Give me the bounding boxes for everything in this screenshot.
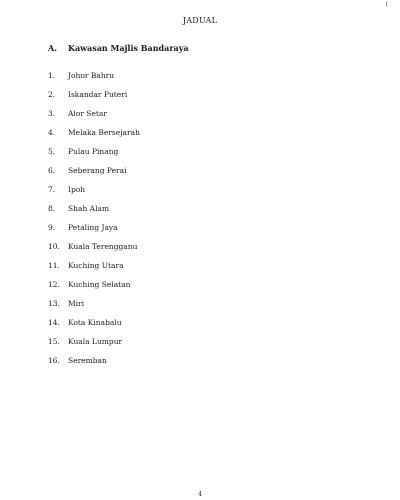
item-name: Kota Kinabalu	[68, 318, 122, 327]
item-number: 8.	[48, 204, 56, 213]
item-number: 13.	[48, 299, 60, 308]
list-item	[48, 262, 140, 281]
item-name: Seremban	[68, 356, 107, 365]
list-item	[48, 186, 140, 205]
item-number: 15.	[48, 337, 60, 346]
city-council-list	[48, 72, 140, 376]
item-number: 3.	[48, 109, 56, 118]
page-number: 4	[198, 491, 202, 498]
list-item	[48, 357, 140, 376]
item-number: 2.	[48, 90, 56, 99]
item-name: Petaling Jaya	[68, 223, 118, 232]
item-number: 10.	[48, 242, 60, 251]
item-name: Seberang Perai	[68, 166, 127, 175]
section-title: Kawasan Majlis Bandaraya	[68, 43, 189, 53]
item-name: Miri	[68, 299, 85, 308]
item-name: Shah Alam	[68, 204, 110, 213]
list-item	[48, 205, 140, 224]
corner-mark: (	[385, 1, 388, 8]
item-name: Melaka Bersejarah	[68, 128, 140, 137]
item-name: Kuching Utara	[68, 261, 124, 270]
item-name: Kuala Terengganu	[68, 242, 138, 251]
list-item	[48, 281, 140, 300]
section-heading	[48, 43, 189, 53]
item-number: 14.	[48, 318, 60, 327]
list-item	[48, 148, 140, 167]
list-item	[48, 91, 140, 110]
item-name: Iskandar Puteri	[68, 90, 128, 99]
list-item	[48, 300, 140, 319]
item-number: 6.	[48, 166, 56, 175]
list-item	[48, 110, 140, 129]
item-name: Ipoh	[68, 185, 86, 194]
list-item	[48, 243, 140, 262]
item-number: 11.	[48, 261, 60, 270]
page-title: JADUAL	[182, 16, 218, 25]
item-name: Kuching Selatan	[68, 280, 131, 289]
item-name: Pulau Pinang	[68, 147, 119, 156]
list-item	[48, 129, 140, 148]
list-item	[48, 224, 140, 243]
item-number: 9.	[48, 223, 56, 232]
item-number: 7.	[48, 185, 56, 194]
item-name: Kuala Lumpur	[68, 337, 123, 346]
item-name: Johor Bahru	[68, 71, 115, 80]
item-number: 1.	[48, 71, 56, 80]
list-item	[48, 338, 140, 357]
list-item	[48, 72, 140, 91]
list-item	[48, 167, 140, 186]
item-number: 5.	[48, 147, 56, 156]
item-name: Alor Setar	[68, 109, 107, 118]
item-number: 12.	[48, 280, 60, 289]
list-item	[48, 319, 140, 338]
item-number: 16.	[48, 356, 60, 365]
item-number: 4.	[48, 128, 56, 137]
section-letter: A.	[48, 43, 57, 53]
